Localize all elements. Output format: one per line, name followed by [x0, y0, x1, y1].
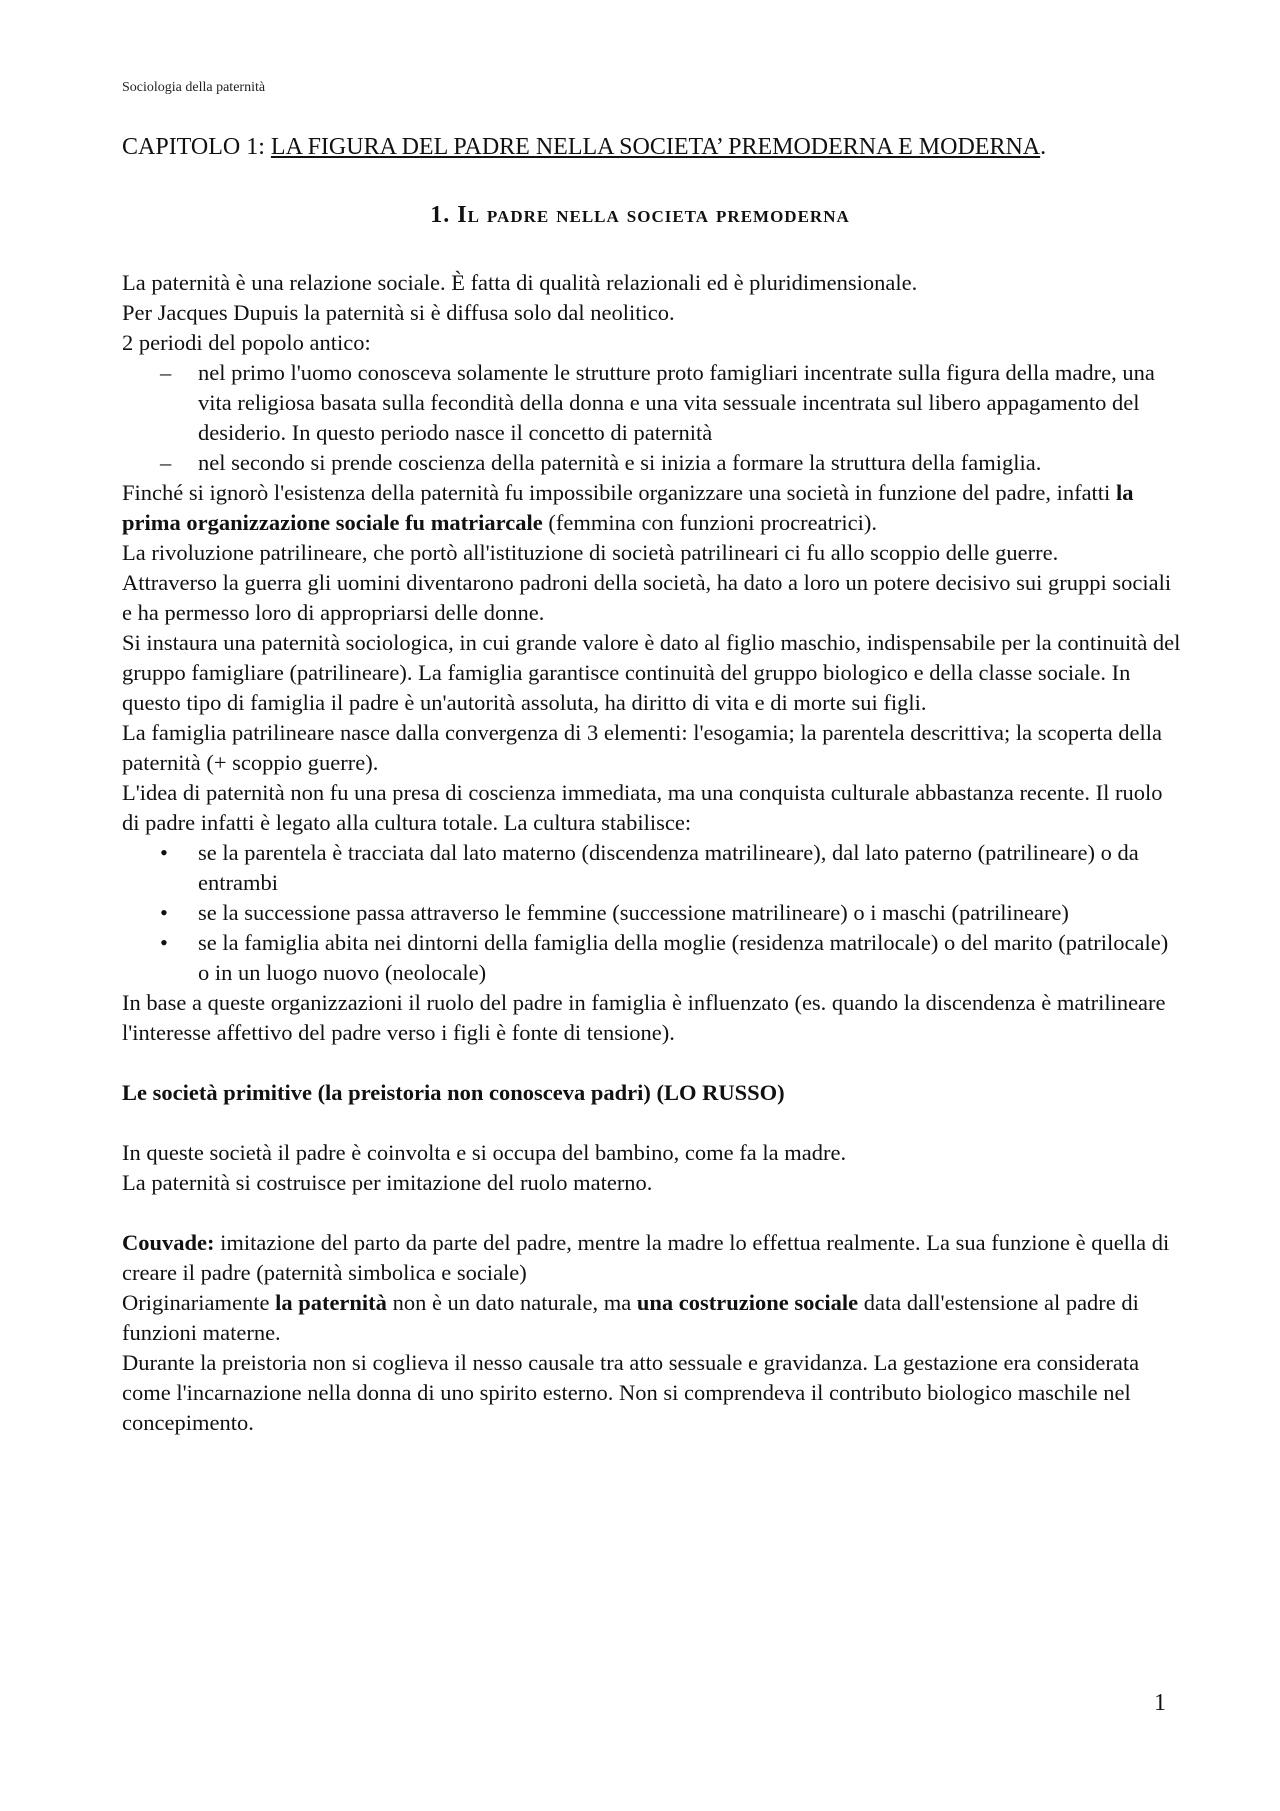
body-text: [122, 268, 1182, 1438]
paragraph: La paternità si costruisce per imitazione del ruolo materno.: [122, 1170, 653, 1195]
list-item: [122, 898, 1182, 928]
text-span: Originariamente: [122, 1290, 276, 1315]
list-item-text: nel primo l'uomo conosceva solamente le strutture proto famigliari incentrate sulla figura della madre, una vita religiosa basata sulla fecondità della donna e una vita sessuale incentrata sul libero appagamento del desiderio. In questo periodo nasce il concetto di paternità: [198, 360, 1155, 445]
section-title: [0, 202, 1280, 229]
text-span: imitazione del parto da parte del padre, mentre la madre lo effettua realmente. La sua funzione è quella di creare il padre (paternità simbolica e sociale): [122, 1230, 1170, 1285]
paragraph-couvade: [122, 1228, 1182, 1288]
paragraph: In queste società il padre è coinvolta e si occupa del bambino, come fa la madre.: [122, 1140, 847, 1165]
text-span: Finché si ignorò l'esistenza della paternità fu impossibile organizzare una società in funzione del padre, infatti: [122, 480, 1116, 505]
dash-marker: –: [160, 450, 172, 475]
list-item-text: nel secondo si prende coscienza della paternità e si inizia a formare la struttura della famiglia.: [198, 450, 1042, 475]
bold-text: la prima organizzazione sociale fu matriarcale: [122, 480, 1134, 535]
list-item-text: se la parentela è tracciata dal lato materno (discendenza matrilineare), dal lato paterno (patrilineare) o da entrambi: [198, 840, 1139, 895]
term: Couvade:: [122, 1230, 215, 1255]
paragraph-matriarchy: [122, 478, 1182, 538]
section-title-text: Il padre nella societa premoderna: [457, 202, 850, 228]
text-span: data dall'estensione al padre di funzioni materne.: [122, 1290, 1139, 1345]
chapter-label: CAPITOLO 1:: [122, 134, 271, 160]
list-item-text: se la successione passa attraverso le femmine (successione matrilineare) o i maschi (patrilineare): [198, 900, 1069, 925]
text-span: non è un dato naturale, ma: [386, 1290, 637, 1315]
bold-text: la paternità: [275, 1290, 387, 1315]
chapter-title-end: .: [1040, 134, 1047, 160]
paragraph: Attraverso la guerra gli uomini diventarono padroni della società, ha dato a loro un potere decisivo sui gruppi sociali e ha permesso loro di appropriarsi delle donne.: [122, 570, 1172, 625]
paragraph-origin: [122, 1288, 1182, 1348]
chapter-heading: [122, 132, 1180, 162]
section-number: 1.: [430, 202, 451, 228]
paragraph: La rivoluzione patrilineare, che portò all'istituzione di società patrilineari ci fu allo scoppio delle guerre.: [122, 540, 1059, 565]
paragraph: La paternità è una relazione sociale. È fatta di qualità relazionali ed è pluridimensionale.: [122, 270, 918, 295]
paragraph: Per Jacques Dupuis la paternità si è diffusa solo dal neolitico.: [122, 300, 675, 325]
periods-list: [122, 358, 1182, 478]
paragraph: Si instaura una paternità sociologica, in cui grande valore è dato al figlio maschio, indispensabile per la continuità del gruppo famigliare (patrilineare). La famiglia garantisce continuità del gruppo biologico e della classe sociale. In questo tipo di famiglia il padre è un'autorità assoluta, ha diritto di vita e di morte sui figli.: [122, 630, 1181, 715]
list-item: [122, 358, 1182, 448]
paragraph: 2 periodi del popolo antico:: [122, 330, 371, 355]
paragraph: In base a queste organizzazioni il ruolo del padre in famiglia è influenzato (es. quando la discendenza è matrilineare l'interesse affettivo del padre verso i figli è fonte di tensione).: [122, 990, 1166, 1045]
bullet-marker: •: [160, 840, 168, 865]
running-header: Sociologia della paternità: [122, 80, 266, 95]
text-span: (femmina con funzioni procreatrici).: [542, 510, 877, 535]
list-item: [122, 928, 1182, 988]
paragraph: La famiglia patrilineare nasce dalla convergenza di 3 elementi: l'esogamia; la parentela descrittiva; la scoperta della paternità (+ scoppio guerre).: [122, 720, 1163, 775]
bullet-marker: •: [160, 930, 168, 955]
list-item: [122, 838, 1182, 898]
page-number: 1: [1154, 1690, 1166, 1716]
list-item: [122, 448, 1182, 478]
chapter-title: LA FIGURA DEL PADRE NELLA SOCIETA’ PREMODERNA E MODERNA: [270, 134, 1041, 160]
paragraph: L'idea di paternità non fu una presa di coscienza immediata, ma una conquista culturale abbastanza recente. Il ruolo di padre infatti è legato alla cultura totale. La cultura stabilisce:: [122, 780, 1163, 835]
dash-marker: –: [160, 360, 172, 385]
subheading: Le società primitive (la preistoria non conosceva padri) (LO RUSSO): [122, 1080, 785, 1105]
bullet-marker: •: [160, 900, 168, 925]
paragraph: Durante la preistoria non si coglieva il nesso causale tra atto sessuale e gravidanza. La gestazione era considerata come l'incarnazione nella donna di uno spirito esterno. Non si comprendeva il contributo biologico maschile nel concepimento.: [122, 1350, 1140, 1435]
culture-list: [122, 838, 1182, 988]
list-item-text: se la famiglia abita nei dintorni della famiglia della moglie (residenza matrilocale) o del marito (patrilocale) o in un luogo nuovo (neolocale): [198, 930, 1169, 985]
bold-text: una costruzione sociale: [636, 1290, 859, 1315]
